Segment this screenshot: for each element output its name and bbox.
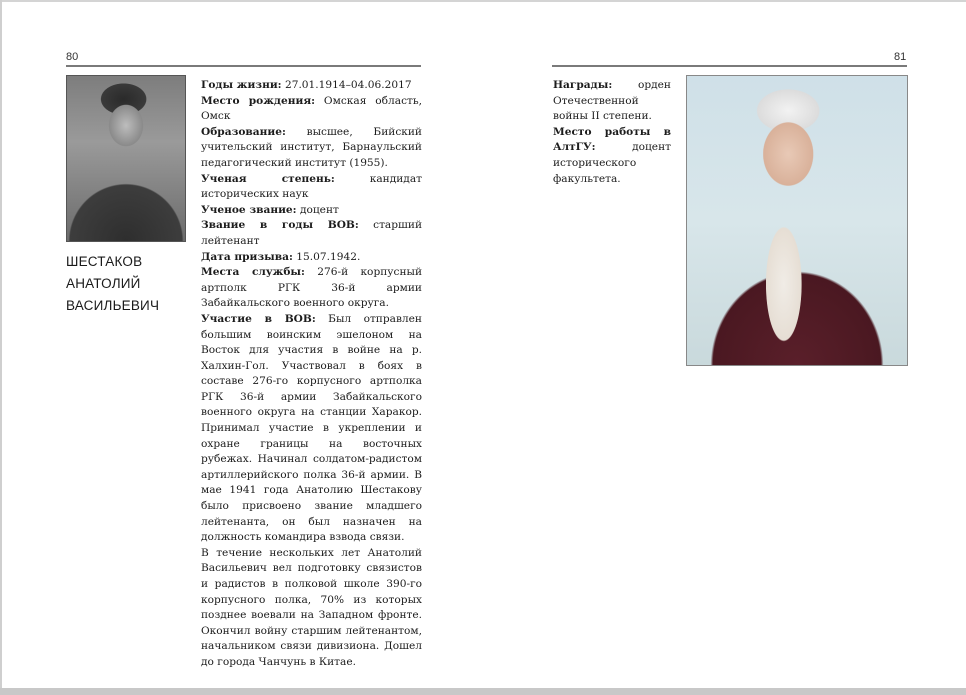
field-value: кандидат исторических наук — [201, 172, 422, 201]
field-war-rank — [201, 218, 422, 249]
field-label: Дата призыва: — [201, 250, 293, 263]
field-label: Ученая степень: — [201, 172, 335, 185]
field-birthplace — [201, 94, 422, 125]
field-awards — [553, 78, 671, 125]
field-value: доцент исторического факультета. — [553, 141, 671, 185]
portrait-photo-young — [66, 75, 186, 242]
person-name — [66, 251, 191, 317]
field-service-places — [201, 265, 422, 312]
field-label: Участие в ВОВ: — [201, 312, 316, 325]
field-label: Годы жизни: — [201, 79, 282, 91]
field-label: Места службы: — [201, 266, 305, 279]
field-value: Омская область, Омск — [201, 94, 422, 123]
biography-paragraph: В течение нескольких лет Анатолий Васильевич вел подготовку связистов и радистов в полковой школе 390-го корпусного полка, 70% из которых позднее воевали на Западном фронте. Окончил войну старшим лейтенантом, начальником связи дивизиона. Дошел до города Чанчунь в Китае. — [201, 546, 422, 668]
field-label: Награды: — [553, 79, 613, 91]
header-rule-right — [552, 65, 907, 67]
page-number-left: 80 — [66, 51, 79, 63]
page-number-right: 81 — [894, 51, 907, 63]
field-label: Ученое звание: — [201, 203, 297, 216]
field-war-participation — [201, 312, 422, 546]
field-value: высшее, Бийский учительский институт, Барнаульский педагогический институт (1955). — [201, 125, 422, 169]
field-conscription-date — [201, 250, 422, 266]
viewer-bottom-border — [0, 688, 966, 695]
field-label: Образование: — [201, 125, 286, 138]
field-value: доцент — [296, 203, 339, 216]
field-value: Был отправлен большим воинским эшелоном на Восток для участия в войне на р. Халхин-Гол. Участвовал в боях в составе 276-го корпусного артполка РГК 36-й армии Забайкальского военного округа на станции Харакор. Принимал участие в укреплении и охране границы на восточных рубежах. Начинал солдатом-радистом артиллерийского полка 36-й армии. В мае 1941 года Анатолию Шестакову было присвоено звание младшего лейтенанта, он был назначен на должность командира взвода связи. — [201, 312, 422, 544]
header-rule-left — [66, 65, 421, 67]
field-value: старший лейтенант — [201, 219, 422, 247]
first-name: АНАТОЛИЙ — [66, 276, 141, 291]
viewer-left-border — [0, 0, 2, 695]
field-label: Место работы в АлтГУ: — [553, 125, 671, 154]
awards-text — [553, 78, 671, 187]
field-workplace — [553, 125, 671, 187]
field-label: Место рождения: — [201, 94, 316, 107]
field-value: орден Отечественной войны II степени. — [553, 79, 671, 123]
viewer-top-border — [0, 0, 966, 2]
field-value: 27.01.1914–04.06.2017 — [281, 79, 412, 91]
patronymic: ВАСИЛЬЕВИЧ — [66, 298, 160, 313]
field-label: Звание в годы ВОВ: — [201, 219, 359, 232]
field-academic-title — [201, 203, 422, 219]
surname: ШЕСТАКОВ — [66, 254, 143, 269]
biography-text — [201, 78, 422, 671]
field-degree — [201, 172, 422, 203]
field-value: 15.07.1942. — [292, 250, 361, 263]
field-years — [201, 78, 422, 94]
portrait-photo-elderly — [686, 75, 908, 366]
field-value: 276-й корпусный артполк РГК 36-й армии Забайкальского военного округа. — [201, 266, 422, 310]
field-education — [201, 125, 422, 172]
